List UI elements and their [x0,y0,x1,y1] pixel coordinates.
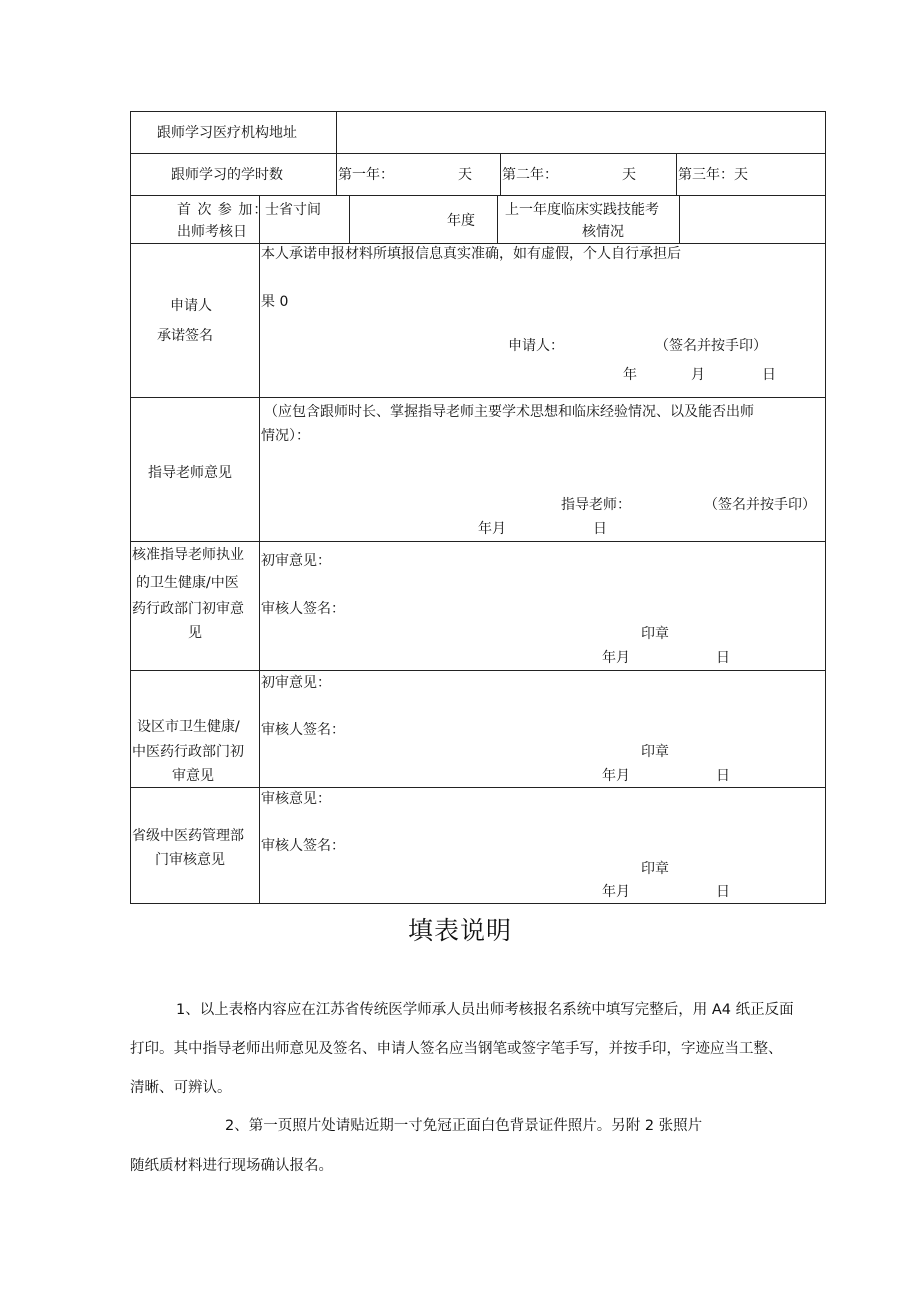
row-divider [130,541,826,542]
dept-opinion-label: 初审意见： [261,553,331,569]
table-border-right [825,111,826,904]
teacher-sign-hint: （签名并按手印） [704,497,816,513]
dept-label-line1: 核准指导老师执业 [132,547,244,563]
applicant-year: 年 [623,367,637,383]
first-exam-value: 士省寸间 [265,202,321,218]
instruction-p2-line2: 随纸质材料进行现场确认报名。 [130,1158,333,1174]
col-divider [497,195,498,243]
applicant-label-line2: 承诺签名 [157,328,213,344]
applicant-month: 月 [691,367,705,383]
applicant-day: 日 [762,367,776,383]
skill-label-line1: 上一年度临床实践技能考 [505,202,659,218]
col-divider [679,195,680,243]
instruction-p1-line3: 清晰、可辨认。 [130,1080,232,1096]
year1-unit: 天 [458,167,472,183]
first-exam-year-label: 年度 [447,213,475,229]
year2-label: 第二年： [502,167,558,183]
table-border-top [130,111,826,112]
dept-label-line2: 的卫生健康/中医 [136,575,239,591]
instruction-p2-line1: 2、第一页照片处请贴近期一寸免冠正面白色背景证件照片。另附 2 张照片 [225,1118,703,1134]
instruction-p1-line1: 1、以上表格内容应在江苏省传统医学师承人员出师考核报名系统中填写完整后，用 A4 纸正反面 [176,1002,794,1018]
hours-label: 跟师学习的学时数 [171,167,283,183]
teacher-year-month: 年月 [478,521,506,537]
dept-label-line3: 药行政部门初审意 [132,601,244,617]
col-divider [349,195,350,243]
col-divider [676,153,677,195]
dept-reviewer-label: 审核人签名： [261,601,345,617]
city-year-month: 年月 [602,768,630,784]
province-reviewer-label: 审核人签名： [261,838,345,854]
first-exam-label-line1: 首 次 参 加： [177,202,269,218]
city-label-line2: 中医药行政部门初 [132,744,244,760]
province-label-line2: 门审核意见 [155,852,225,868]
dept-day: 日 [716,650,730,666]
row-divider [130,243,826,244]
pledge-text-line1: 本人承诺申报材料所填报信息真实准确，如有虚假，个人自行承担后 [261,246,681,262]
province-day: 日 [716,884,730,900]
province-opinion-label: 审核意见： [261,791,331,807]
row-divider [130,195,826,196]
year1-label: 第一年： [338,167,394,183]
province-label-line1: 省级中医药管理部 [132,828,244,844]
teacher-hint-line2: 情况）： [261,428,310,444]
city-seal: 印章 [641,744,669,760]
city-opinion-label: 初审意见： [261,675,331,691]
col-divider [500,153,501,195]
table-border-left [130,111,131,904]
city-label-line3: 审意见 [172,768,214,784]
instruction-p1-line2: 打印。其中指导老师出师意见及签名、申请人签名应当钢笔或签字笔手写，并按手印，字迹应当工整、 [130,1041,783,1057]
applicant-signer-label: 申请人： [508,338,564,354]
city-reviewer-label: 审核人签名： [261,722,345,738]
row-divider [130,153,826,154]
city-label-line1: 设区市卫生健康/ [137,719,240,735]
address-field[interactable] [340,115,822,151]
year2-unit: 天 [622,167,636,183]
instructions-title: 填表说明 [407,916,512,945]
city-day: 日 [716,768,730,784]
col-divider [336,111,337,195]
teacher-signer-label: 指导老师： [561,497,631,513]
teacher-hint-line1: （应包含跟师时长、掌握指导老师主要学术思想和临床经验情况、以及能否出师 [264,404,754,420]
applicant-label-line1: 申请人 [170,298,212,314]
applicant-sign-hint: （签名并按手印） [655,338,767,354]
col-divider [259,195,260,904]
dept-label-line4: 见 [188,625,202,641]
province-year-month: 年月 [602,884,630,900]
row-divider [130,670,826,671]
pledge-text-line2: 果 0 [261,294,289,310]
first-exam-label-line2: 出师考核日 [177,224,247,240]
skill-label-line2: 核情况 [582,224,624,240]
teacher-label: 指导老师意见 [148,465,232,481]
year3-label: 第三年：天 [678,167,748,183]
table-border-bottom [130,903,826,904]
dept-year-month: 年月 [602,650,630,666]
dept-seal: 印章 [641,626,669,642]
address-label: 跟师学习医疗机构地址 [157,125,297,141]
row-divider [130,787,826,788]
teacher-day: 日 [593,521,607,537]
province-seal: 印章 [641,861,669,877]
row-divider [130,397,826,398]
